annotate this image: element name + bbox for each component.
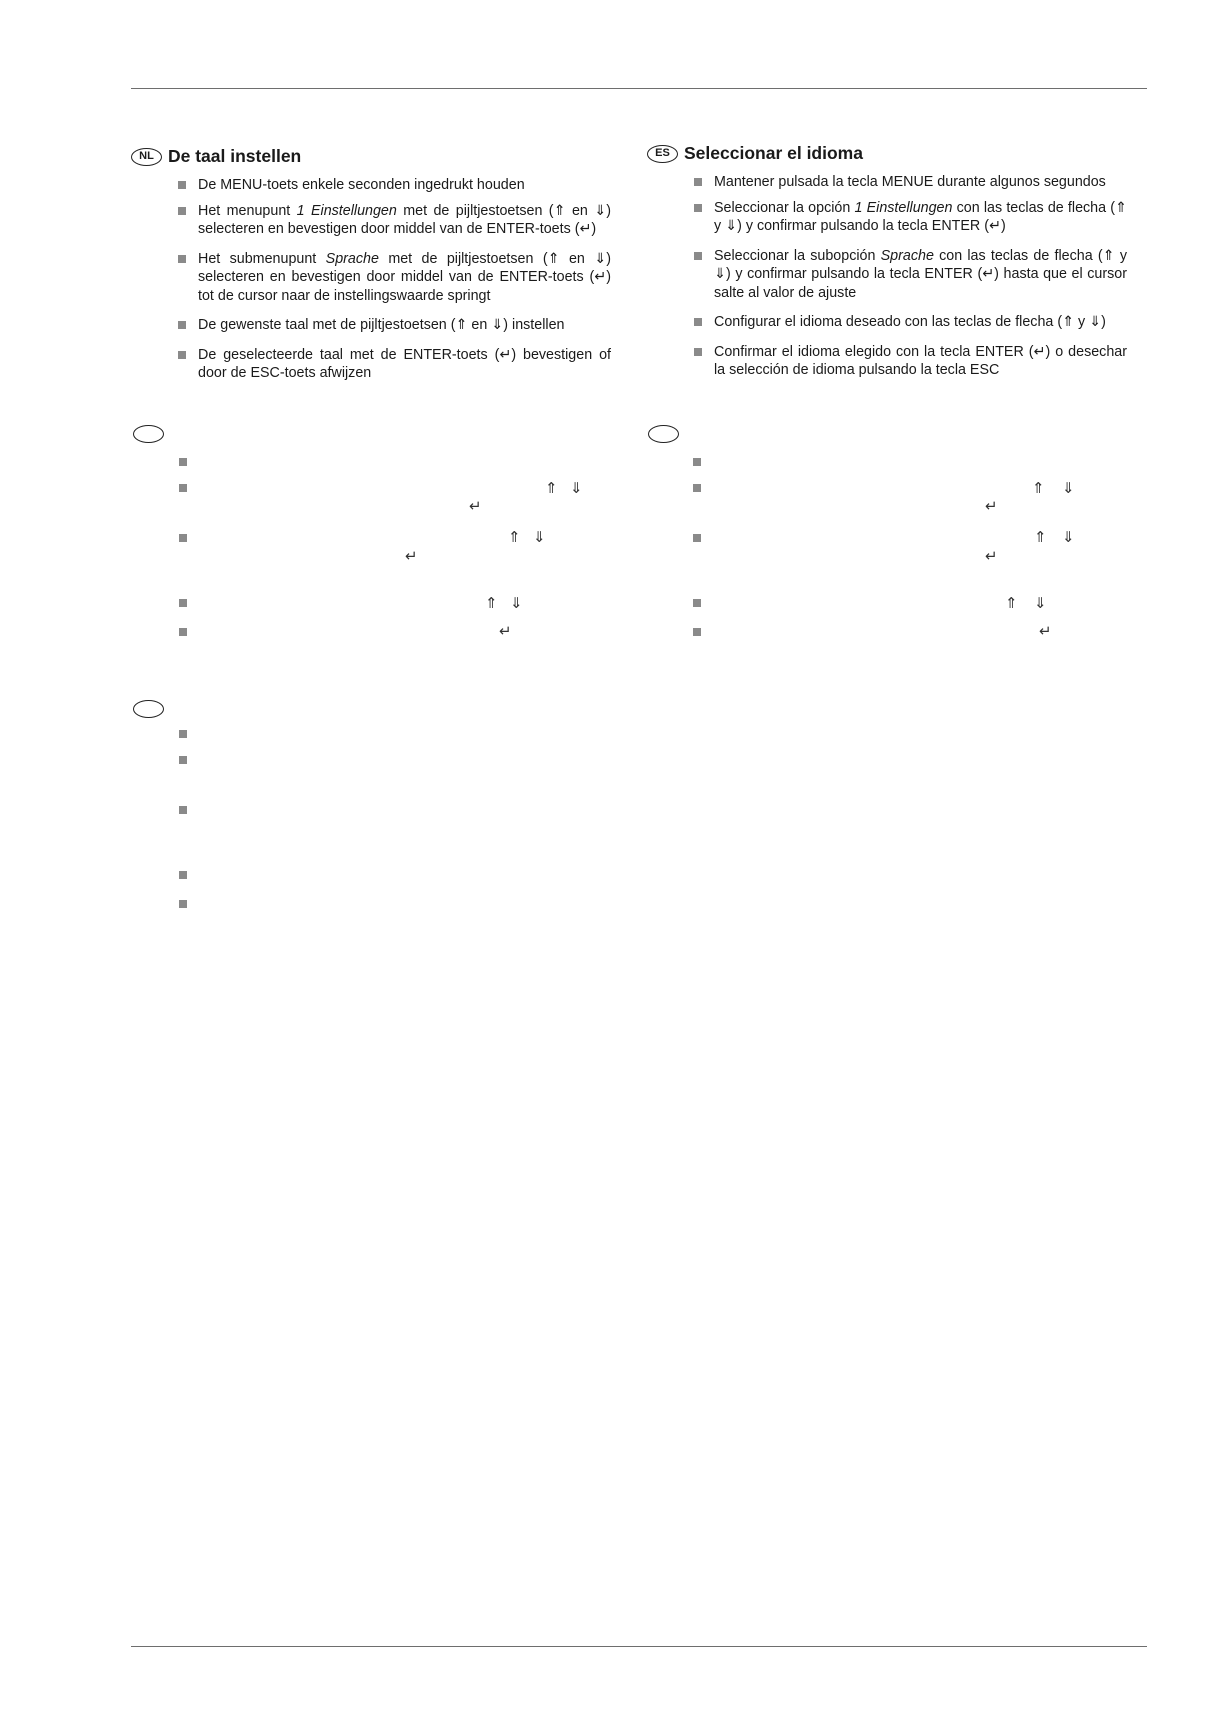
bullet-square [178,255,186,263]
bullet-square [694,178,702,186]
list-item [131,250,611,306]
bullet-square [694,252,702,260]
arrow-up-icon: ⇑ [1034,529,1047,546]
bullet-square [693,484,701,492]
bullet-square [178,207,186,215]
bullet-square [179,628,187,636]
enter-key-icon: ↵ [405,548,418,565]
item-text: De geselecteerde taal met de ENTER-toets (↵) bevestigen of door de ESC-toets afwijzen [198,346,611,381]
enter-key-icon: ↵ [985,548,998,565]
bullet-square [178,181,186,189]
item-text: con las teclas de flecha (⇑ y ⇓) y confirmar pulsando la tecla ENTER (↵) hasta que el cursor salte al valor de ajuste [714,247,1127,301]
bullet-square [179,756,187,764]
list-item [131,346,611,383]
list-item [131,202,611,239]
enter-key-icon: ↵ [1039,623,1052,640]
arrow-down-icon: ⇓ [533,529,546,546]
bullet-square [178,351,186,359]
bullet-square [693,628,701,636]
item-text: met de pijltjestoetsen (⇑ en ⇓) selecteren en bevestigen door middel van de ENTER-toets (↵) [198,202,611,237]
list-item [131,316,611,335]
instruction-list-es [647,173,1127,380]
bullet-square [694,204,702,212]
section-title-nl: De taal instellen [168,146,302,166]
item-text: Het menupunt [198,202,297,219]
arrow-down-icon: ⇓ [1062,480,1075,497]
list-item [647,343,1127,380]
section-es [647,143,1127,380]
bullet-square [179,599,187,607]
section-nl [131,146,611,383]
bullet-square [178,321,186,329]
blank-language-badge [648,425,679,443]
list-item [647,247,1127,303]
list-item [131,176,611,195]
bullet-square [179,534,187,542]
list-item [647,173,1127,192]
arrow-up-icon: ⇑ [545,480,558,497]
enter-key-icon: ↵ [469,498,482,515]
emphasis-text: 1 Einstellungen [854,199,953,216]
emphasis-text: 1 Einstellungen [296,202,397,219]
arrow-up-icon: ⇑ [1005,595,1018,612]
bullet-square [694,318,702,326]
item-text: Seleccionar la opción [714,199,855,216]
bullet-square [179,730,187,738]
bullet-square [693,599,701,607]
arrow-up-icon: ⇑ [508,529,521,546]
item-text: Configurar el idioma deseado con las teclas de flecha (⇑ y ⇓) [714,314,1106,330]
item-text: De gewenste taal met de pijltjestoetsen (⇑ en ⇓) instellen [198,317,565,333]
header-rule [131,88,1147,89]
item-text: Confirmar el idioma elegido con la tecla ENTER (↵) o desechar la selección de idioma pulsando la tecla ESC [714,343,1127,378]
blank-language-badge [133,700,164,718]
item-text: Het submenupunt [198,250,326,267]
arrow-down-icon: ⇓ [1062,529,1075,546]
bullet-square [179,484,187,492]
bullet-square [693,458,701,466]
arrow-down-icon: ⇓ [1034,595,1047,612]
list-item [647,199,1127,236]
bullet-square [179,458,187,466]
bullet-square [179,900,187,908]
emphasis-text: Sprache [325,250,379,267]
language-badge-es: ES [647,145,678,163]
item-text: Mantener pulsada la tecla MENUE durante algunos segundos [714,174,1106,190]
bullet-square [179,871,187,879]
language-badge-nl: NL [131,148,162,166]
item-text: Seleccionar la subopción [714,247,881,264]
section-heading [647,143,1127,169]
arrow-down-icon: ⇓ [570,480,583,497]
footer-rule [131,1646,1147,1647]
arrow-down-icon: ⇓ [510,595,523,612]
instruction-list-nl [131,176,611,383]
item-text: con las teclas de flecha (⇑ y ⇓) y confirmar pulsando la tecla ENTER (↵) [714,199,1127,234]
item-text: De MENU-toets enkele seconden ingedrukt houden [198,177,525,193]
item-text: met de pijltjestoetsen (⇑ en ⇓) selecteren en bevestigen door middel van de ENTER-toets (↵) tot de cursor naar de instellingswaarde springt [198,250,611,304]
arrow-up-icon: ⇑ [485,595,498,612]
enter-key-icon: ↵ [499,623,512,640]
emphasis-text: Sprache [880,247,934,264]
bullet-square [694,348,702,356]
blank-language-badge [133,425,164,443]
list-item [647,313,1127,332]
arrow-up-icon: ⇑ [1032,480,1045,497]
enter-key-icon: ↵ [985,498,998,515]
section-title-es: Seleccionar el idioma [684,143,863,163]
bullet-square [179,806,187,814]
bullet-square [693,534,701,542]
section-heading [131,146,611,172]
